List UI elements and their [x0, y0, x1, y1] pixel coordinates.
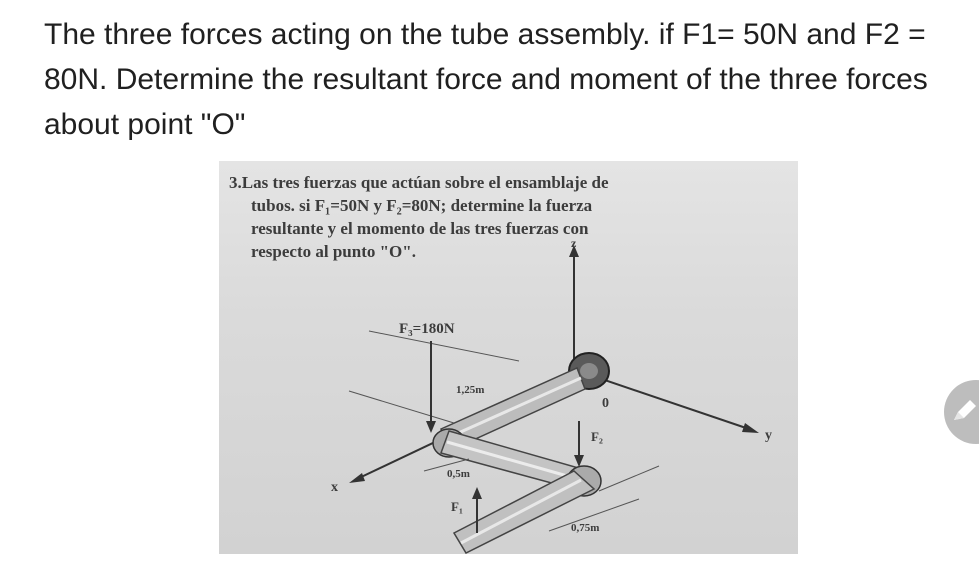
figure-text-line-3: resultante y el momento de las tres fuerzas con: [251, 219, 589, 238]
edit-button[interactable]: [944, 380, 979, 444]
figure-text-line-2: tubos. si F₁=50N y F₂=80N; determine la fuerza: [251, 196, 593, 215]
dimension-1-label: 1,25m: [456, 384, 485, 396]
f2-force-arrow: [574, 455, 584, 467]
x-axis-arrow: [349, 473, 365, 483]
figure-text-line-1: 3.Las tres fuerzas que actúan sobre el ensamblaje de: [229, 173, 609, 192]
f3-label: F₃=180N: [399, 321, 455, 337]
flange-hub: [580, 363, 598, 379]
z-axis-label: z: [571, 236, 577, 250]
f1-force-arrow: [472, 487, 482, 499]
y-axis-arrow: [742, 423, 759, 433]
f1-label: F₁: [451, 499, 463, 514]
tube-assembly-diagram: [219, 161, 798, 554]
f3-force-arrow: [426, 421, 436, 433]
dimension-3-label: 0,75m: [571, 522, 600, 534]
figure-text-line-4: respecto al punto "O".: [251, 242, 416, 261]
point-o-label: 0: [602, 396, 609, 411]
x-axis-label: x: [331, 480, 338, 495]
y-axis-label: y: [765, 428, 772, 443]
pencil-icon: [950, 394, 979, 424]
dimension-2-label: 0,5m: [447, 468, 470, 480]
textbook-figure: [219, 161, 798, 554]
f2-label: F₂: [591, 429, 603, 444]
question-text: The three forces acting on the tube assembly. if F1= 50N and F2 = 80N. Determine the resultant force and moment of the three forces about point "O": [44, 18, 928, 141]
